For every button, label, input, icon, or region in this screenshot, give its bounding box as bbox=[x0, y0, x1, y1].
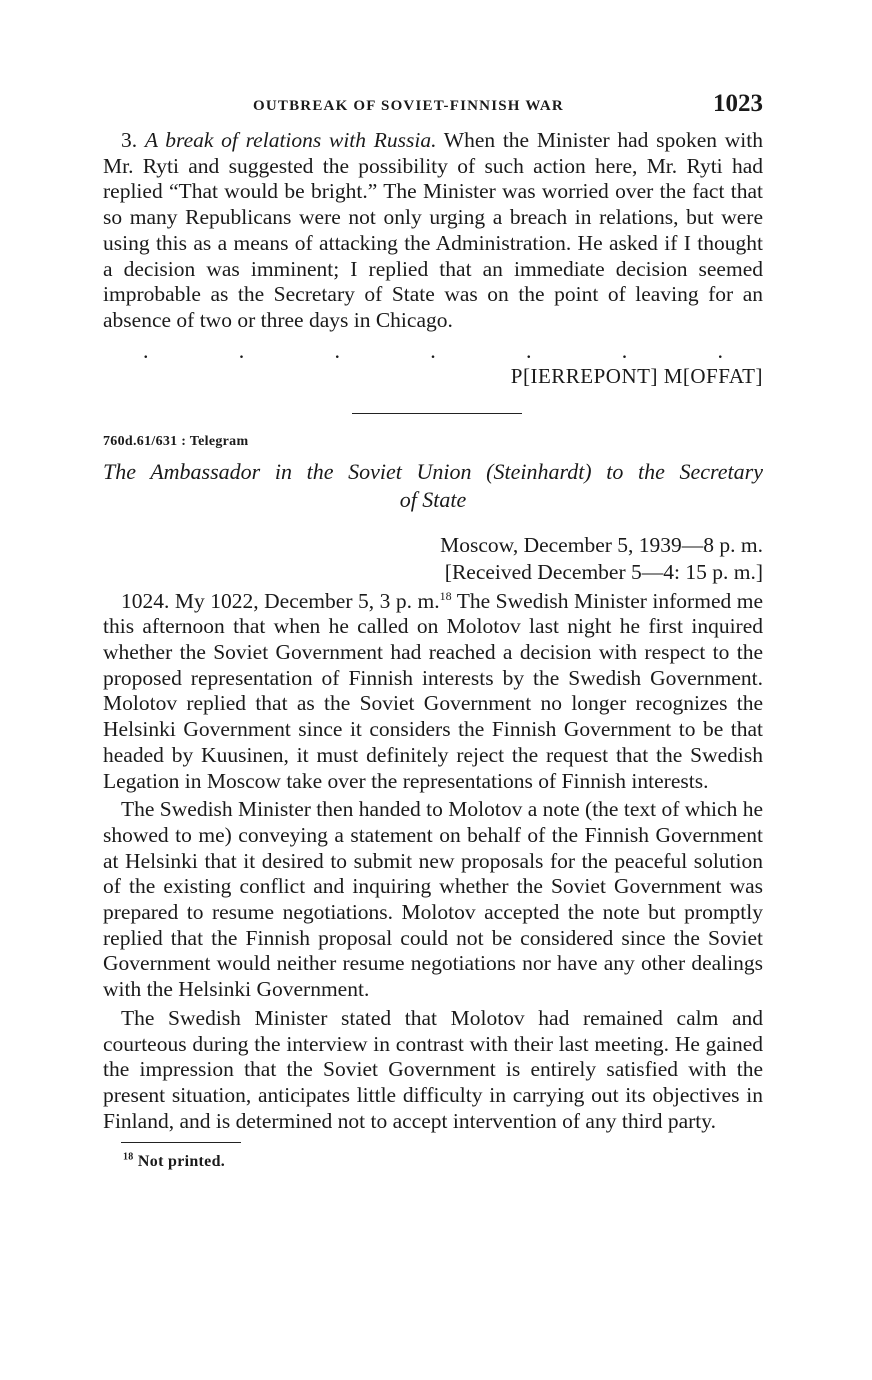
item-heading: A break of relations with Russia. bbox=[144, 128, 437, 152]
running-head bbox=[103, 88, 763, 124]
ellipsis-dot: . bbox=[621, 337, 628, 363]
ellipsis-row bbox=[103, 338, 763, 362]
ellipsis-dot: . bbox=[430, 337, 436, 363]
running-title: OUTBREAK OF SOVIET-FINNISH WAR bbox=[253, 98, 564, 114]
dateline: Moscow, December 5, 1939—8 p. m. bbox=[440, 532, 763, 557]
file-reference: 760d.61/631 : Telegram bbox=[103, 433, 249, 449]
ellipsis-dot: . bbox=[717, 337, 723, 363]
document-title-line1: The Ambassador in the Soviet Union (Steinhardt) to the Secretary bbox=[103, 458, 763, 484]
item-number: 3. bbox=[121, 128, 138, 152]
footnote-mark: 18 bbox=[123, 1152, 134, 1164]
ellipsis-dot: . bbox=[143, 337, 149, 363]
document-page bbox=[103, 88, 763, 1171]
telegram-paragraph-1 bbox=[103, 589, 763, 795]
document-title-line2: of State bbox=[399, 486, 467, 512]
item-text: When the Minister had spoken with Mr. Ryti and suggested the possibility of such action here, Mr. Ryti had replied “That would be bright.” The Minister was worried over the fact that so many Republicans were not only urging a breach in relations, but were using this as a means of attacking the Administration. He asked if I thought a decision was imminent; I replied that an immediate decision seemed improbable as the Secretary of State was on the point of leaving for an absence of two or three days in Chicago. bbox=[103, 128, 763, 332]
section-divider bbox=[352, 413, 522, 414]
ellipsis-dot: . bbox=[526, 337, 532, 363]
paragraph-lead: 1024. My 1022, December 5, 3 p. m. bbox=[121, 588, 440, 613]
footnote-reference: 18 bbox=[439, 588, 452, 603]
ellipsis-dot: . bbox=[238, 337, 245, 363]
ellipsis-dot: . bbox=[334, 337, 340, 363]
continuation-paragraph bbox=[103, 128, 763, 334]
page-number: 1023 bbox=[713, 90, 763, 117]
signature: P[IERREPONT] M[OFFAT] bbox=[510, 363, 763, 388]
footnote-divider bbox=[121, 1142, 241, 1143]
received-line: [Received December 5—4: 15 p. m.] bbox=[444, 559, 763, 584]
footnote-text: Not printed. bbox=[137, 1153, 226, 1171]
footnote bbox=[123, 1153, 763, 1171]
telegram-paragraph-2: The Swedish Minister then handed to Molotov a note (the text of which he showed to me) conveying a statement on behalf of the Finnish Government at Helsinki that it desired to submit new proposals for the peaceful solution of the existing conflict and inquiring whether the Soviet Government was prepared to resume negotiations. Molotov accepted the note but promptly replied that the Finnish proposal could not be considered since the Soviet Government would neither resume negotiations nor have any other dealings with the Helsinki Government. bbox=[103, 797, 763, 1002]
paragraph-text: The Swedish Minister informed me this afternoon that when he called on Molotov last night he first inquired whether the Soviet Government had reached a decision with respect to the proposed representation of Finnish interests by the Swedish Government. Molotov replied that as the Soviet Government no longer recognizes the Helsinki Government since it considers the Finnish Government to be that headed by Kuusinen, it must definitely reject the request that the Swedish Legation in Moscow take over the representations of Finnish interests. bbox=[103, 588, 764, 793]
document-title bbox=[103, 458, 763, 514]
telegram-paragraph-3: The Swedish Minister stated that Molotov had remained calm and courteous during the interview in contrast with their last meeting. He gained the impression that the Soviet Government is entirely satisfied with the present situation, anticipates little difficulty in carrying out its objectives in Finland, and is determined not to accept intervention of any third party. bbox=[103, 1005, 763, 1133]
